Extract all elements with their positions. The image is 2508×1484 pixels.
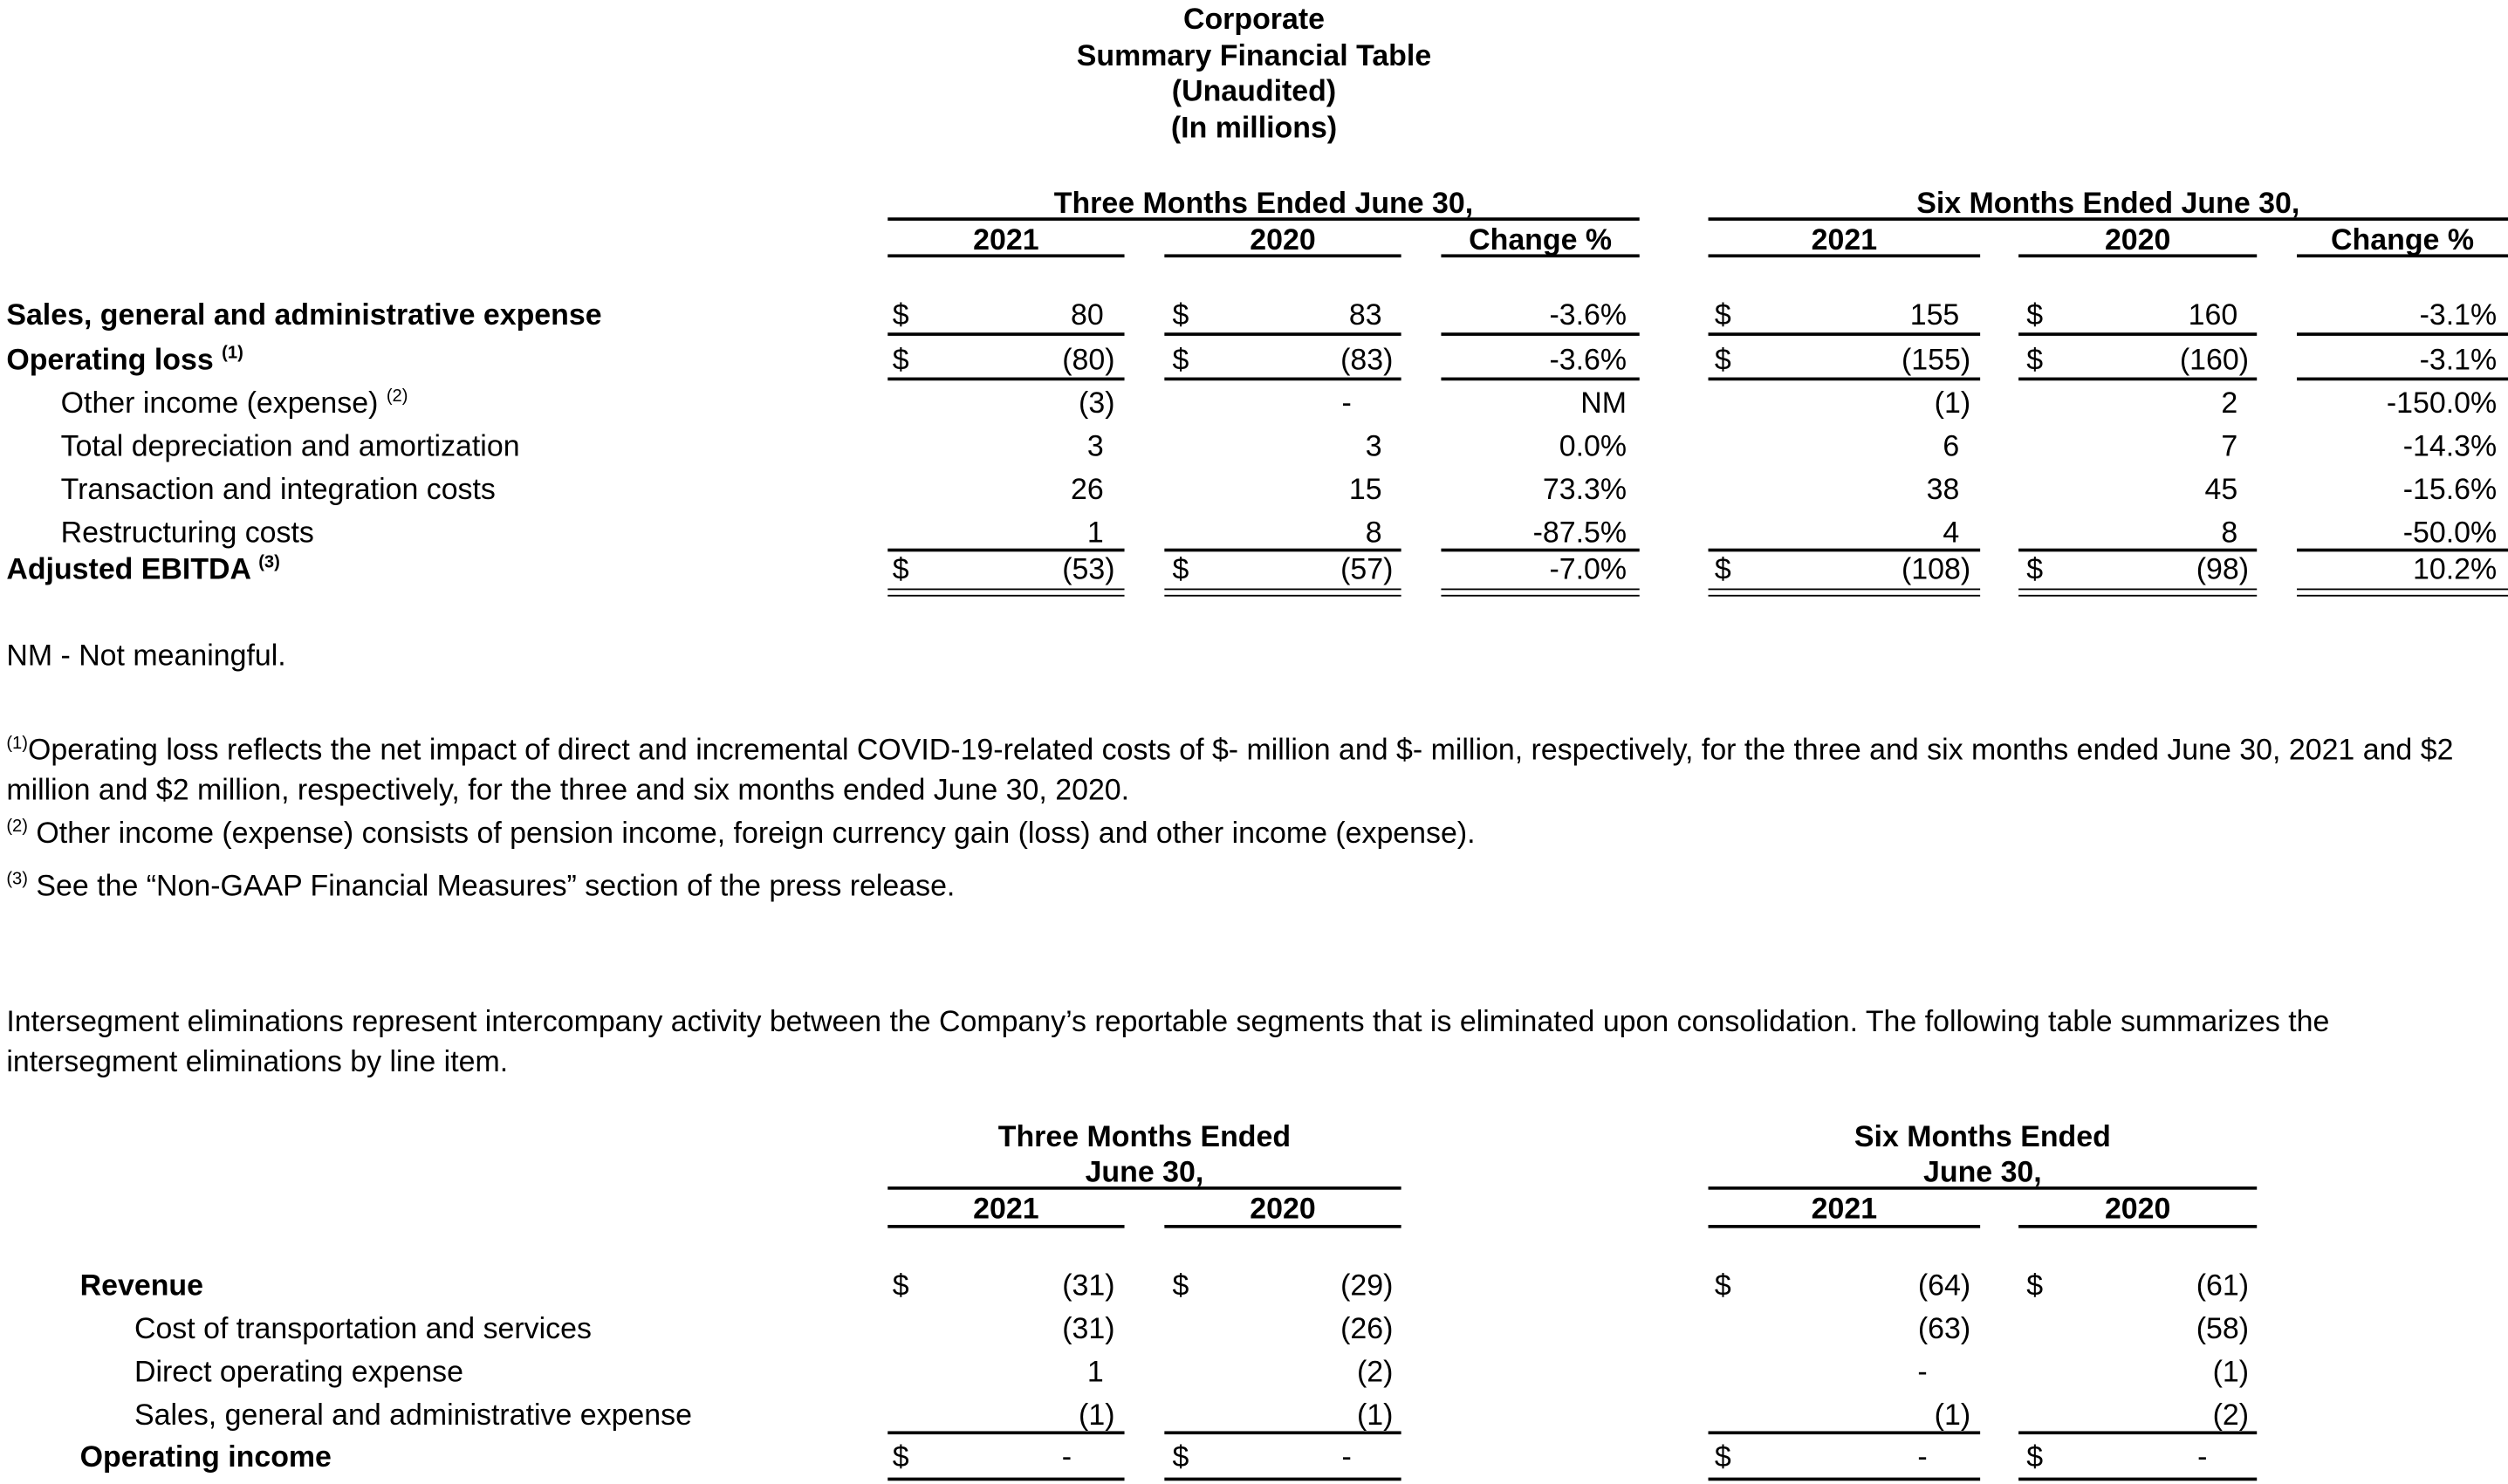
- cell-q2020: 8: [1365, 515, 1382, 549]
- cell-s2020: (160): [2179, 342, 2250, 376]
- currency-symbol: $: [1172, 342, 1189, 376]
- total-double-rule: [1441, 589, 1639, 597]
- col-rule: [1164, 1225, 1401, 1228]
- col-header-change: Change %: [1469, 222, 1613, 256]
- subtotal-rule: [887, 1431, 1124, 1434]
- footnote-marker: (3): [6, 870, 28, 890]
- header-rule: [887, 1187, 1401, 1190]
- cell-q-change: 0.0%: [1559, 428, 1627, 462]
- cell-s2021: -: [1917, 1354, 1928, 1388]
- cell-q2020: 3: [1365, 428, 1382, 462]
- cell-q2020: (26): [1340, 1310, 1394, 1345]
- currency-symbol: $: [892, 1268, 909, 1302]
- cell-q2021: (31): [1062, 1268, 1115, 1302]
- intro-paragraph: Intersegment eliminations represent intercompany activity between the Company’s reportable segments that is eliminated upon consolidation. The following table summarizes the intersegment eliminations by line item.: [6, 1004, 2330, 1078]
- total-double-rule: [1709, 589, 1981, 597]
- col-header-2021: 2021: [1811, 222, 1878, 256]
- cell-q2020: -: [1341, 385, 1352, 420]
- cell-q2021: 3: [1086, 428, 1104, 462]
- cell-q2021: (80): [1062, 342, 1115, 376]
- col-header-2020: 2020: [1250, 222, 1316, 256]
- cell-s2021: (64): [1917, 1268, 1971, 1302]
- cell-q2020: 15: [1348, 471, 1382, 506]
- t2-col-header-2021: 2021: [973, 1191, 1039, 1226]
- cell-q2020: (83): [1340, 342, 1394, 376]
- cell-q-change: -87.5%: [1532, 515, 1627, 549]
- t2-row-label-cost-of-transportation: Cost of transportation and services: [134, 1310, 592, 1345]
- six-months-header: Six Months Ended June 30,: [1916, 185, 2300, 220]
- currency-symbol: $: [2026, 342, 2044, 376]
- cell-s2020: (61): [2196, 1268, 2250, 1302]
- header-rule: [1709, 217, 2508, 221]
- row-label-sga: Sales, general and administrative expense: [6, 297, 602, 332]
- cell-s2021: (63): [1917, 1310, 1971, 1345]
- subtotal-rule: [1441, 332, 1639, 336]
- row-label-depreciation: Total depreciation and amortization: [60, 428, 520, 462]
- subtotal-rule: [1164, 332, 1401, 336]
- footnote-marker: (1): [6, 734, 28, 754]
- cell-s-change: -50.0%: [2402, 515, 2498, 549]
- currency-symbol: $: [1714, 297, 1731, 332]
- t2-col-header-2020: 2020: [2104, 1191, 2171, 1226]
- currency-symbol: $: [1714, 1268, 1731, 1302]
- subtotal-rule: [2018, 1431, 2257, 1434]
- subtotal-rule: [1441, 378, 1639, 381]
- t2-col-header-2021: 2021: [1811, 1191, 1878, 1226]
- cell-s2020: 160: [2188, 297, 2238, 332]
- col-rule: [1709, 1225, 1981, 1228]
- total-double-rule: [1164, 589, 1401, 597]
- subtotal-rule: [1164, 378, 1401, 381]
- cell-q2020: (57): [1340, 551, 1394, 585]
- cell-s2021: (155): [1901, 342, 1971, 376]
- cell-s2021: 6: [1943, 428, 1960, 462]
- cell-q2020: (29): [1340, 1268, 1394, 1302]
- cell-s-change: -14.3%: [2402, 428, 2498, 462]
- note-nm: NM - Not meaningful.: [6, 638, 286, 672]
- row-label-other-income: Other income (expense) $^{(2)}$: [60, 385, 408, 420]
- cell-s2021: 155: [1909, 297, 1960, 332]
- cell-q2020: (2): [1356, 1354, 1394, 1388]
- cell-s2020: 7: [2221, 428, 2238, 462]
- cell-q-change: -7.0%: [1549, 551, 1627, 585]
- cell-q-change: NM: [1580, 385, 1627, 420]
- cell-s2020: (58): [2196, 1310, 2250, 1345]
- currency-symbol: $: [892, 551, 909, 585]
- currency-symbol: $: [1714, 1439, 1731, 1474]
- title-line-2: Summary Financial Table: [1076, 38, 1432, 72]
- row-label-operating-loss: Operating loss $^{(1)}$: [6, 342, 243, 376]
- subtotal-rule: [2297, 378, 2508, 381]
- cell-q2021: (31): [1062, 1310, 1115, 1345]
- total-rule: [1164, 1478, 1401, 1481]
- col-header-change: Change %: [2331, 222, 2474, 256]
- col-header-2021: 2021: [973, 222, 1039, 256]
- header-rule: [887, 217, 1639, 221]
- cell-s2021: 4: [1943, 515, 1960, 549]
- three-months-header: Three Months Ended June 30,: [1053, 185, 1474, 220]
- cell-q2021: -: [1061, 1439, 1072, 1474]
- col-rule: [1441, 254, 1639, 257]
- cell-q2021: (1): [1079, 1397, 1115, 1432]
- cell-s2020: (1): [2212, 1354, 2250, 1388]
- subtotal-rule: [1709, 332, 1981, 336]
- currency-symbol: $: [892, 342, 909, 376]
- total-double-rule: [2018, 589, 2257, 597]
- currency-symbol: $: [892, 1439, 909, 1474]
- currency-symbol: $: [1714, 551, 1731, 585]
- t2-col-header-2020: 2020: [1250, 1191, 1316, 1226]
- cell-s-change: -3.1%: [2419, 342, 2498, 376]
- title-line-3: (Unaudited): [1171, 73, 1337, 107]
- col-rule: [1164, 254, 1401, 257]
- currency-symbol: $: [1172, 297, 1189, 332]
- subtotal-rule: [1709, 1431, 1981, 1434]
- currency-symbol: $: [1714, 342, 1731, 376]
- cell-q-change: 73.3%: [1542, 471, 1627, 506]
- cell-s2021: -: [1917, 1439, 1928, 1474]
- footnote-3: $^{(3)}$ See the “Non-GAAP Financial Measures” section of the press release.: [6, 868, 956, 902]
- total-rule: [1709, 1478, 1981, 1481]
- cell-q2020: -: [1341, 1439, 1352, 1474]
- subtotal-rule: [1709, 378, 1981, 381]
- currency-symbol: $: [892, 297, 909, 332]
- footnote-1: $^{(1)}$Operating loss reflects the net impact of direct and incremental COVID-19-related costs of $- million and $- million, respectively, for the three and six months ended June 30, 2021 and $2 million and $2 million, respectively, for the three and six months ended June 30, 2020.: [6, 732, 2454, 806]
- subtotal-rule: [2018, 378, 2257, 381]
- total-rule: [887, 1478, 1124, 1481]
- col-rule: [887, 254, 1124, 257]
- cell-q2020: 83: [1348, 297, 1382, 332]
- currency-symbol: $: [2026, 551, 2044, 585]
- footnote-ref: (2): [386, 386, 408, 407]
- t2-row-label-sga: Sales, general and administrative expense: [134, 1397, 692, 1432]
- total-double-rule: [2297, 589, 2508, 597]
- title-line-1: Corporate: [1182, 1, 1326, 36]
- title-line-4: (In millions): [1170, 110, 1338, 144]
- cell-s2020: 45: [2204, 471, 2238, 506]
- cell-s-change: -15.6%: [2402, 471, 2498, 506]
- cell-s2021: (1): [1934, 385, 1971, 420]
- currency-symbol: $: [1172, 1268, 1189, 1302]
- cell-q2021: 80: [1070, 297, 1104, 332]
- footnote-ref: (1): [222, 344, 243, 364]
- cell-q2020: (1): [1356, 1397, 1394, 1432]
- col-rule: [887, 1225, 1124, 1228]
- t2-three-months-subheader: June 30,: [1085, 1154, 1204, 1188]
- t2-three-months-header: Three Months Ended: [997, 1119, 1292, 1153]
- cell-q2021: 1: [1086, 515, 1104, 549]
- cell-s2020: 8: [2221, 515, 2238, 549]
- t2-six-months-subheader: June 30,: [1923, 1154, 2042, 1188]
- col-rule: [2018, 1225, 2257, 1228]
- t2-six-months-header: Six Months Ended: [1854, 1119, 2111, 1153]
- footnote-2: $^{(2)}$ Other income (expense) consists of pension income, foreign currency gain (loss) and other income (expense).: [6, 815, 1476, 850]
- cell-s2021: 38: [1926, 471, 1960, 506]
- cell-q2021: 26: [1070, 471, 1104, 506]
- currency-symbol: $: [2026, 1268, 2044, 1302]
- cell-s-change: -150.0%: [2386, 385, 2498, 420]
- col-header-2020: 2020: [2104, 222, 2171, 256]
- t2-row-label-operating-income: Operating income: [79, 1439, 332, 1474]
- currency-symbol: $: [1172, 1439, 1189, 1474]
- row-label-restructuring: Restructuring costs: [60, 515, 314, 549]
- row-label-adjusted-ebitda: Adjusted EBITDA $^{(3)}$: [6, 551, 280, 585]
- t2-row-label-revenue: Revenue: [79, 1268, 204, 1302]
- cell-s2021: (1): [1934, 1397, 1971, 1432]
- currency-symbol: $: [2026, 297, 2044, 332]
- subtotal-rule: [2297, 332, 2508, 336]
- cell-s2020: (2): [2212, 1397, 2250, 1432]
- currency-symbol: $: [1172, 551, 1189, 585]
- t2-row-label-direct-operating: Direct operating expense: [134, 1354, 463, 1388]
- cell-s2020: -: [2197, 1439, 2208, 1474]
- footnote-marker: (2): [6, 817, 28, 837]
- cell-q2021: 1: [1086, 1354, 1104, 1388]
- row-label-transaction-costs: Transaction and integration costs: [60, 471, 496, 506]
- currency-symbol: $: [2026, 1439, 2044, 1474]
- subtotal-rule: [887, 378, 1124, 381]
- cell-q-change: -3.6%: [1549, 342, 1627, 376]
- header-rule: [1709, 1187, 2258, 1190]
- cell-q2021: (3): [1079, 385, 1115, 420]
- total-double-rule: [887, 589, 1124, 597]
- cell-s2020: 2: [2221, 385, 2238, 420]
- total-rule: [2018, 1478, 2257, 1481]
- cell-s2021: (108): [1901, 551, 1971, 585]
- col-rule: [1709, 254, 1981, 257]
- col-rule: [2018, 254, 2257, 257]
- footnote-ref: (3): [258, 553, 280, 573]
- subtotal-rule: [887, 332, 1124, 336]
- cell-q-change: -3.6%: [1549, 297, 1627, 332]
- subtotal-rule: [1164, 1431, 1401, 1434]
- cell-s-change: 10.2%: [2412, 551, 2498, 585]
- cell-s-change: -3.1%: [2419, 297, 2498, 332]
- col-rule: [2297, 254, 2508, 257]
- subtotal-rule: [2018, 332, 2257, 336]
- cell-q2021: (53): [1062, 551, 1115, 585]
- cell-s2020: (98): [2196, 551, 2250, 585]
